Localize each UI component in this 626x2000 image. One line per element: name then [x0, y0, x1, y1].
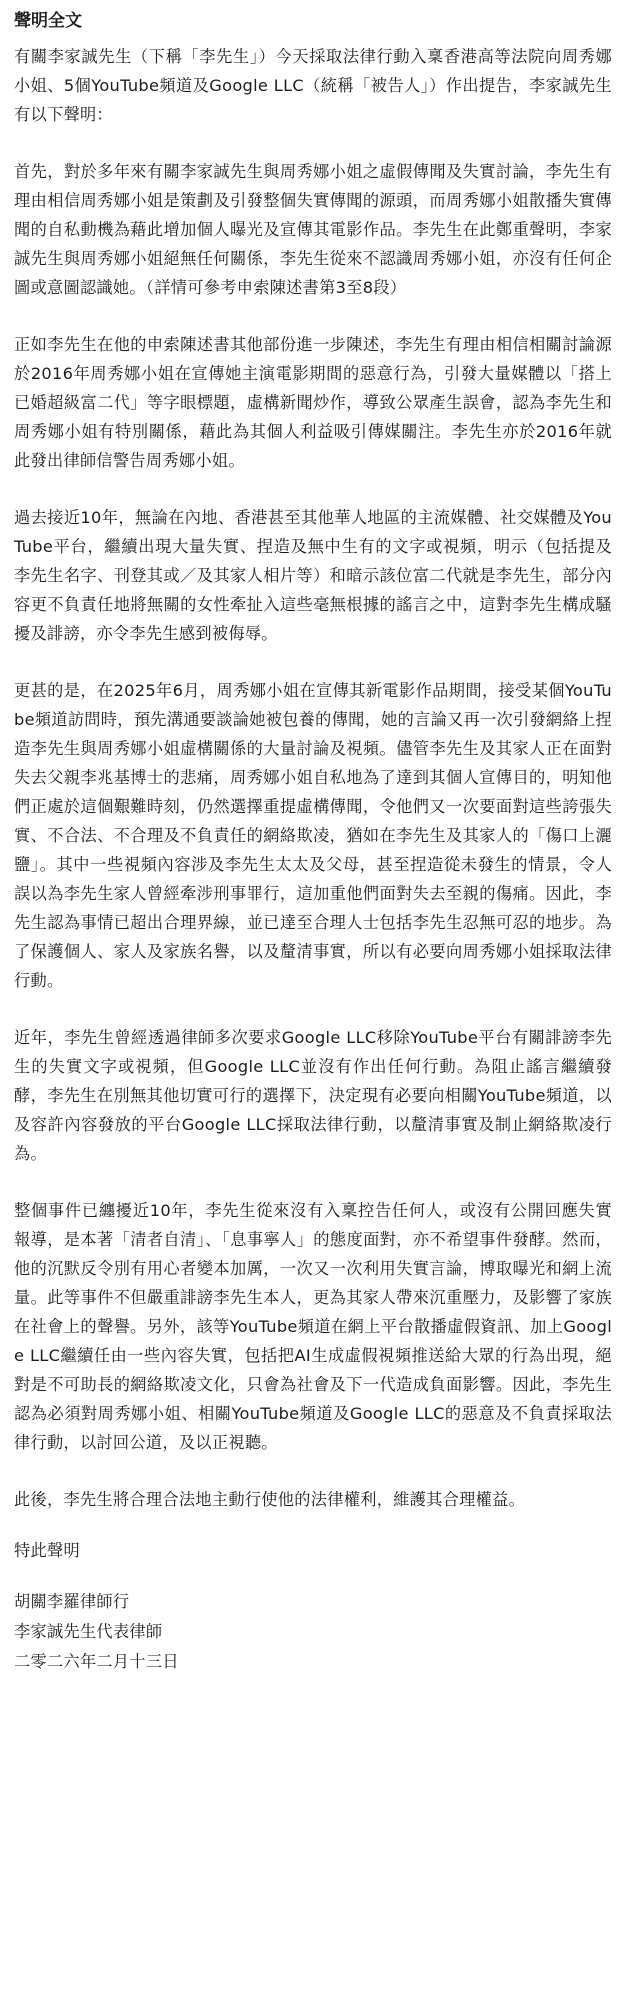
paragraph-first-point: 首先，對於多年來有關李家誠先生與周秀娜小姐之虛假傳聞及失實討論，李先生有理由相信周秀娜小姐是策劃及引發整個失實傳聞的源頭，而周秀娜小姐散播失實傳聞的自私動機為藉此增加個人曝光及宣傳其電影作品。李先生在此鄭重聲明，李家誠先生與周秀娜小姐絕無任何關係，李先生從來不認識周秀娜小姐，亦沒有任何企圖或意圖認識她。（詳情可參考申索陳述書第3至8段） — [14, 162, 612, 297]
paragraph-2025-events: 更甚的是，在2025年6月，周秀娜小姐在宣傳其新電影作品期間，接受某個YouTube頻道訪問時，預先溝通要談論她被包養的傳聞，她的言論又再一次引發網絡上捏造李先生與周秀娜小姐虛構關係的大量討論及視頻。儘管李先生及其家人正在面對失去父親李兆基博士的悲痛，周秀娜小姐自私地為了達到其個人宣傳目的，明知他們正處於這個艱難時刻，仍然選擇重提虛構傳聞，令他們又一次要面對這些誇張失實、不合法、不合理及不負責任的網絡欺凌，猶如在李先生及其家人的「傷口上灑鹽」。其中一些視頻內容涉及李先生太太及父母，甚至捏造從未發生的情景，令人誤以為李先生家人曾經牽涉刑事罪行，這加重他們面對失去至親的傷痛。因此，李先生認為事情已超出合理界線，並已達至合理人士包括李先生忍無可忍的地步。為了保護個人、家人及家族名譽，以及釐清事實，所以有必要向周秀娜小姐採取法律行動。 — [14, 681, 612, 990]
paragraph-2016-background: 正如李先生在他的申索陳述書其他部份進一步陳述，李先生有理由相信相關討論源於2016年周秀娜小姐在宣傳她主演電影期間的惡意行為，引發大量媒體以「搭上已婚超級富二代」等字眼標題，虛構新聞炒作，導致公眾產生誤會，認為李先生和周秀娜小姐有特別關係，藉此為其個人利益吸引傳媒關注。李先生亦於2016年就此發出律師信警告周秀娜小姐。 — [14, 335, 612, 470]
paragraph-past-decade: 過去接近10年，無論在內地、香港甚至其他華人地區的主流媒體、社交媒體及YouTube平台，繼續出現大量失實、捏造及無中生有的文字或視頻，明示（包括提及李先生名字、刊登其或／及其家人相片等）和暗示該位富二代就是李先生，部分內容更不負責任地將無關的女性牽扯入這些毫無根據的謠言之中，這對李先生構成騷擾及誹謗，亦令李先生感到被侮辱。 — [14, 508, 612, 643]
document-title: 聲明全文 — [14, 11, 82, 31]
paragraph-closing: 特此聲明 — [14, 1541, 80, 1560]
paragraph-future-action: 此後，李先生將合理合法地主動行使他的法律權利，維護其合理權益。 — [14, 1490, 526, 1509]
signature-date: 二零二六年二月十三日 — [14, 1652, 179, 1671]
signature-firm: 胡關李羅律師行 — [14, 1592, 130, 1611]
paragraph-ten-years: 整個事件已纏擾近10年，李先生從來沒有入稟控告任何人，或沒有公開回應失實報導，是本著「清者自清」、「息事寧人」的態度面對，亦不希望事件發酵。然而，他的沉默反令別有用心者變本加厲，一次又一次利用失實言論，博取曝光和網上流量。此等事件不但嚴重誹謗李先生本人，更為其家人帶來沉重壓力，及影響了家族在社會上的聲譽。另外，該等YouTube頻道在網上平台散播虛假資訊、加上Google LLC繼續任由一些內容失實，包括把AI生成虛假視頻推送給大眾的行為出現，絕對是不可助長的網絡欺凌文化，只會為社會及下一代造成負面影響。因此，李先生認為必須對周秀娜小姐、相關YouTube頻道及Google LLC的惡意及不負責採取法律行動，以討回公道，及以正視聽。 — [14, 1201, 612, 1452]
paragraph-google-request: 近年，李先生曾經透過律師多次要求Google LLC移除YouTube平台有關誹謗李先生的失實文字或視頻，但Google LLC並沒有作出任何行動。為阻止謠言繼續發酵，李先生在別無其他切實可行的選擇下，決定現有必要向相關YouTube頻道，以及容許內容發放的平台Google LLC採取法律行動，以釐清事實及制止網絡欺凌行為。 — [14, 1028, 612, 1163]
signature-block — [14, 1587, 612, 1677]
paragraph-intro: 有關李家誠先生（下稱「李先生」）今天採取法律行動入稟香港高等法院向周秀娜小姐、5個YouTube頻道及Google LLC（統稱「被告人」）作出提告，李家誠先生有以下聲明： — [14, 47, 612, 124]
signature-role: 李家誠先生代表律師 — [14, 1622, 163, 1641]
